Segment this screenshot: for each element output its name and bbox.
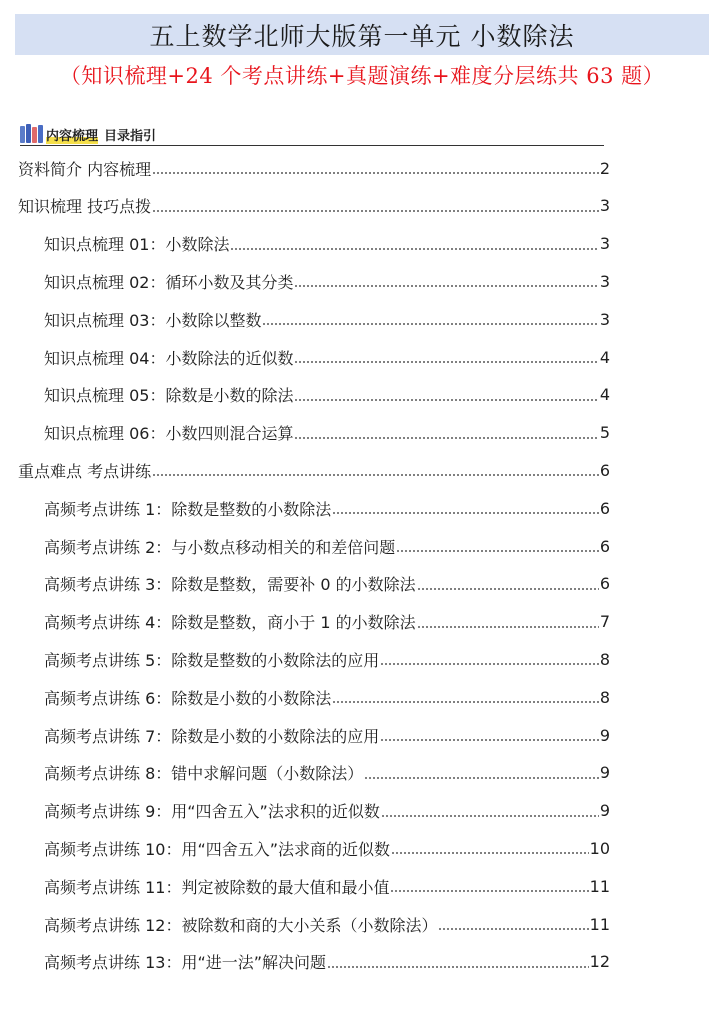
toc-page-number: 8 [599,687,610,707]
toc-page-number: 12 [589,952,610,972]
toc-entry-label: 高频考点讲练 9：用“四舍五入”法求积的近似数 [44,802,380,822]
toc-entry[interactable] [44,912,610,936]
section-title-highlight: 内容梳理 [46,129,99,144]
toc-page-number: 9 [599,763,610,783]
toc-entry[interactable] [44,345,610,369]
toc-entry[interactable] [44,799,610,823]
toc-leader-dots [332,692,599,704]
toc-page-number: 3 [599,196,610,216]
toc-leader-dots [152,163,599,175]
toc-page-number: 6 [599,498,610,518]
toc-leader-dots [391,843,589,855]
toc-entry[interactable] [44,534,610,558]
toc-entry[interactable] [44,232,610,256]
page-title: 五上数学北师大版第一单元 小数除法 [149,21,575,51]
toc-leader-dots [438,919,588,931]
toc-leader-dots [294,428,598,440]
toc-entry-label: 知识点梳理 05：除数是小数的除法 [44,386,294,406]
toc-leader-dots [417,579,599,591]
toc-leader-dots [262,314,598,326]
toc-page-number: 11 [589,914,610,934]
toc-entry-label: 知识点梳理 02：循环小数及其分类 [44,272,294,292]
toc-entry-label: 高频考点讲练 11：判定被除数的最大值和最小值 [44,877,390,897]
toc-entry[interactable] [44,723,610,747]
toc-leader-dots [294,352,598,364]
toc-entry-label: 高频考点讲练 1：除数是整数的小数除法 [44,499,332,519]
toc-entry-label: 高频考点讲练 12：被除数和商的大小关系（小数除法） [44,915,438,935]
toc-entry[interactable] [44,307,610,331]
toc-leader-dots [294,276,598,288]
toc-entry-label: 高频考点讲练 8：错中求解问题（小数除法） [44,764,364,784]
toc-page-number: 5 [599,423,610,443]
toc-page-number: 9 [599,801,610,821]
toc-page-number: 3 [599,271,610,291]
toc-page-number: 4 [599,385,610,405]
toc-leader-dots [327,957,589,969]
toc-entry[interactable] [44,874,610,898]
toc-entry-label: 高频考点讲练 3：除数是整数，需要补 0 的小数除法 [44,575,416,595]
toc-entry-label: 高频考点讲练 6：除数是小数的小数除法 [44,688,332,708]
toc-leader-dots [381,806,599,818]
toc-entry-label: 高频考点讲练 10：用“四舍五入”法求商的近似数 [44,839,391,859]
toc-leader-dots [230,239,598,251]
section-header [20,121,604,146]
toc-entry-label: 重点难点 考点讲练 [18,461,152,481]
section-title-rest: 目录指引 [104,129,157,144]
toc-section-entry[interactable] [18,194,610,218]
toc-entry-label: 高频考点讲练 5：除数是整数的小数除法的应用 [44,650,380,670]
toc-page-number: 11 [589,876,610,896]
toc-leader-dots [332,503,599,515]
toc-entry-label: 高频考点讲练 4：除数是整数，商小于 1 的小数除法 [44,613,416,633]
toc-entry[interactable] [44,421,610,445]
toc-page-number: 7 [599,612,610,632]
toc-page-number: 2 [599,158,610,178]
toc-leader-dots [380,730,599,742]
toc-entry-label: 高频考点讲练 2：与小数点移动相关的和差倍问题 [44,537,396,557]
toc-page-number: 6 [599,460,610,480]
toc-entry[interactable] [44,610,610,634]
toc-leader-dots [417,617,599,629]
toc-entry[interactable] [44,383,610,407]
toc-entry[interactable] [44,836,610,860]
toc-leader-dots [364,768,599,780]
toc-section-entry[interactable] [18,156,610,180]
toc-page-number: 8 [599,649,610,669]
toc-leader-dots [396,541,599,553]
toc-entry[interactable] [44,572,610,596]
toc-entry-label: 资料简介 内容梳理 [18,159,152,179]
toc-entry[interactable] [44,950,610,974]
toc-page-number: 6 [599,574,610,594]
toc-leader-dots [380,654,599,666]
toc-section-entry[interactable] [18,458,610,482]
toc-page-number: 3 [599,234,610,254]
toc-entry[interactable] [44,269,610,293]
section-title [46,125,156,144]
toc-entry[interactable] [44,496,610,520]
toc-leader-dots [294,390,598,402]
toc-entry-label: 知识梳理 技巧点拨 [18,197,152,217]
toc-leader-dots [152,201,599,213]
toc-entry-label: 高频考点讲练 13：用“进一法”解决问题 [44,953,327,973]
toc-page-number: 6 [599,536,610,556]
toc-page-number: 10 [589,838,610,858]
toc-leader-dots [390,881,588,893]
title-banner [15,14,709,55]
toc-entry[interactable] [44,761,610,785]
books-icon [20,124,43,143]
toc-entry-label: 知识点梳理 01：小数除法 [44,235,230,255]
toc-page-number: 4 [599,347,610,367]
toc-entry[interactable] [44,647,610,671]
toc-page-number: 3 [599,309,610,329]
toc-leader-dots [152,465,599,477]
toc-entry-label: 高频考点讲练 7：除数是小数的小数除法的应用 [44,726,380,746]
toc-entry[interactable] [44,685,610,709]
toc-entry-label: 知识点梳理 04：小数除法的近似数 [44,348,294,368]
toc-entry-label: 知识点梳理 03：小数除以整数 [44,310,262,330]
page-subtitle: （知识梳理+24 个考点讲练+真题演练+难度分层练共 63 题） [59,64,665,88]
toc-entry-label: 知识点梳理 06：小数四则混合运算 [44,424,294,444]
toc-page-number: 9 [599,725,610,745]
